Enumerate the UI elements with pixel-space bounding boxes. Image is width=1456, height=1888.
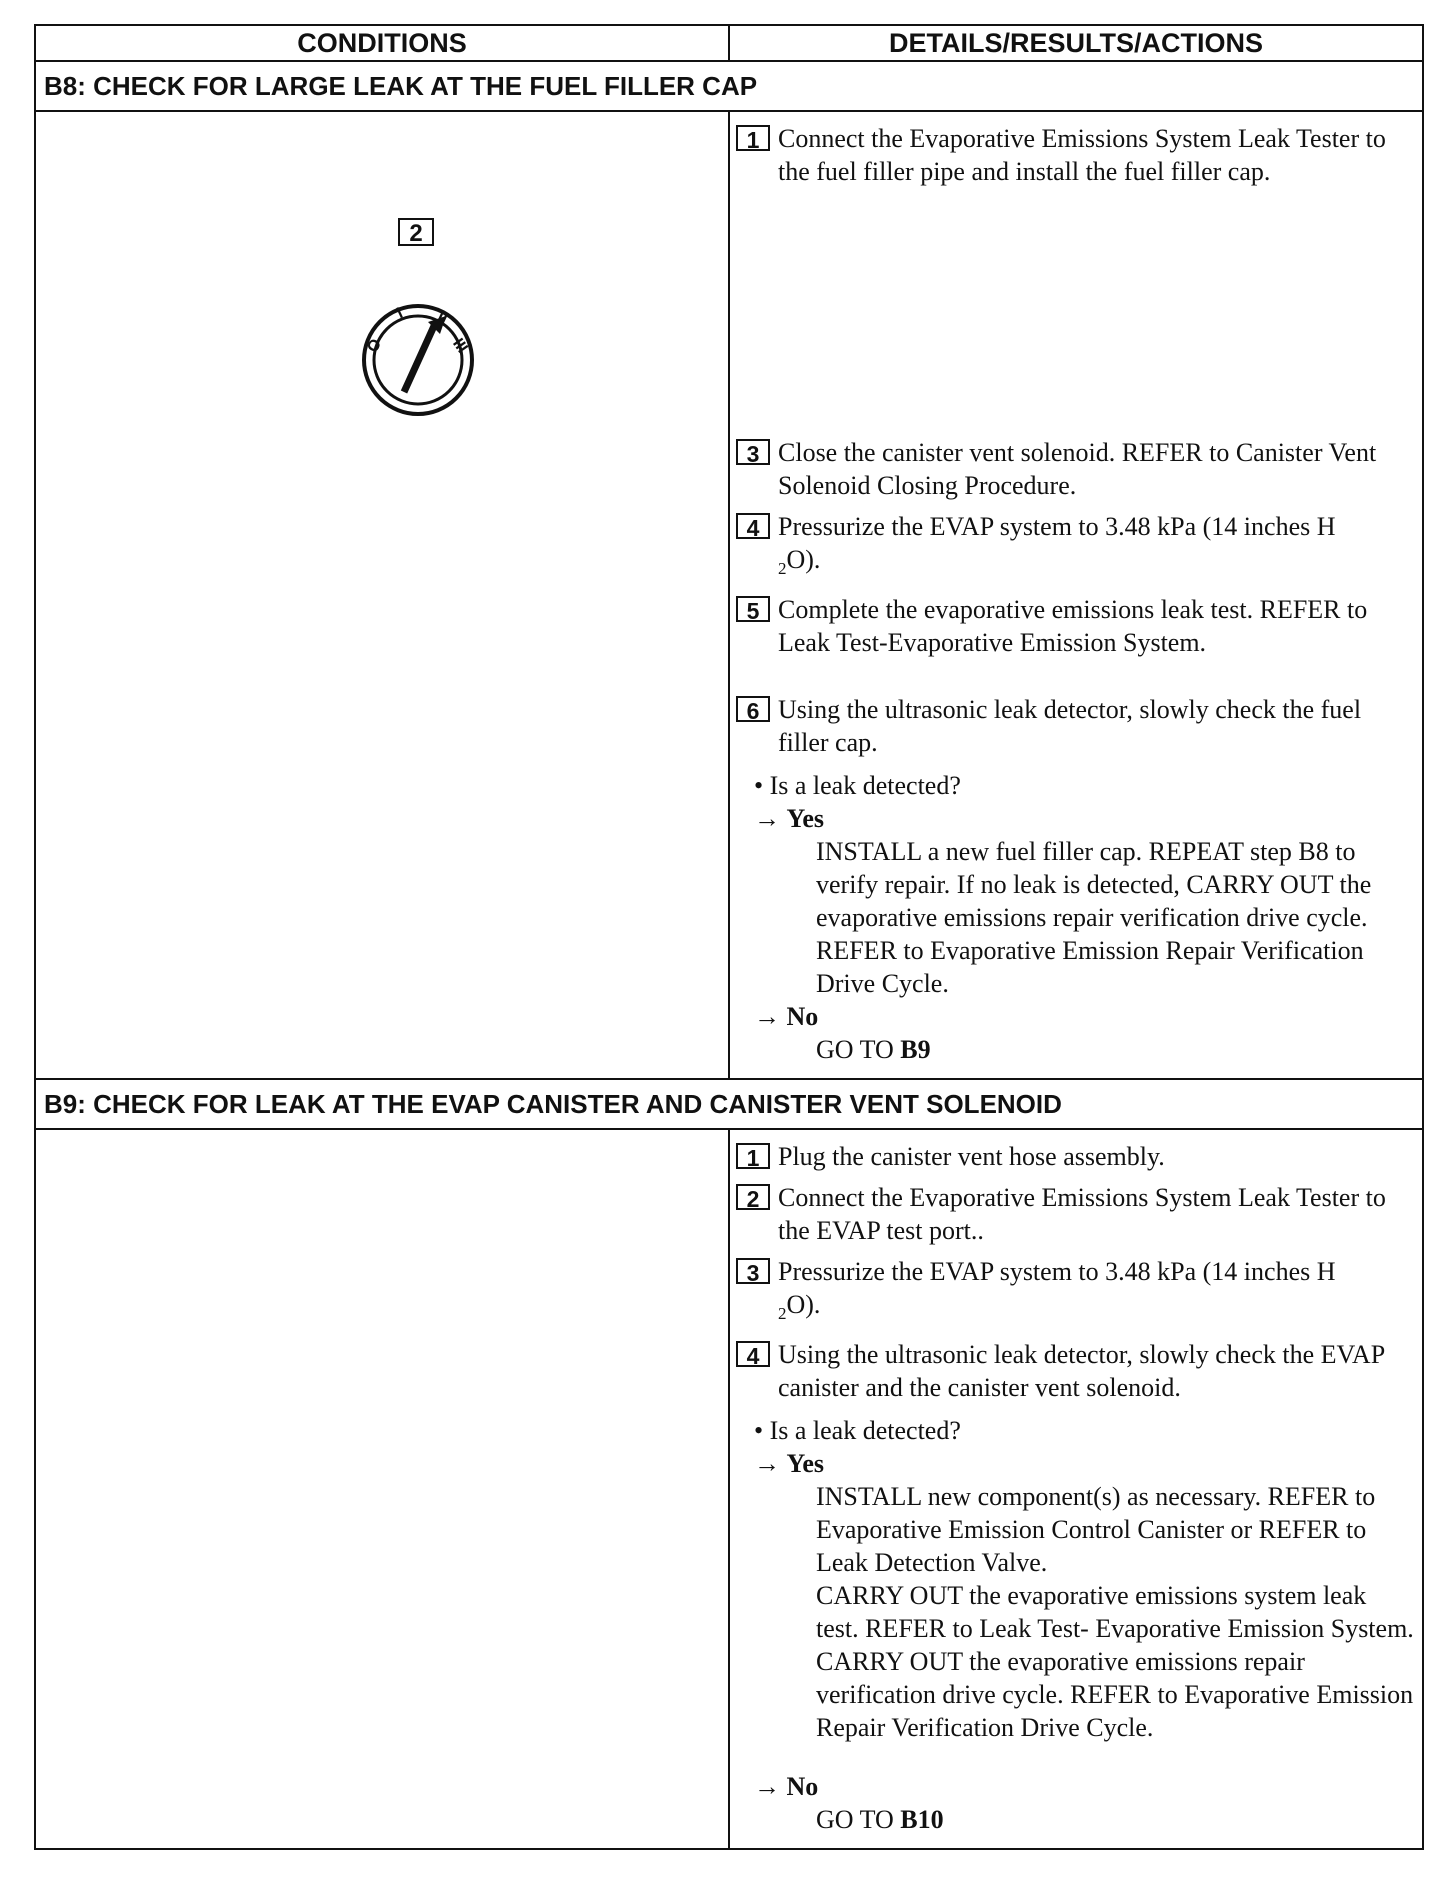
subscript: 2: [778, 1304, 787, 1323]
b8-no-line: [736, 1000, 1414, 1033]
b8-question: • Is a leak detected?: [754, 771, 961, 800]
goto-target: B9: [900, 1035, 931, 1064]
b9-details-cell: [729, 1129, 1423, 1849]
step-text: Pressurize the EVAP system to 3.48 kPa (14 inches H: [778, 1257, 1336, 1286]
step-text-tail: O).: [786, 1290, 821, 1319]
b9-step-1: [736, 1140, 1414, 1173]
step-number-box: 4: [736, 1341, 770, 1367]
b8-goto: [736, 1033, 1414, 1066]
b8-section-title: B8: CHECK FOR LARGE LEAK AT THE FUEL FILLER CAP: [35, 61, 1423, 111]
b8-conditions-cell: [35, 111, 729, 1079]
b8-step-5: [736, 593, 1414, 659]
subscript: 2: [778, 559, 787, 578]
yes-label: Yes: [786, 1449, 825, 1478]
step-number-box: 4: [736, 513, 770, 539]
step-number-box: 3: [736, 1258, 770, 1284]
ignition-pos-0: O: [364, 336, 386, 356]
arrow-icon: →: [754, 1449, 780, 1478]
yes-label: Yes: [786, 804, 825, 833]
b9-step-3: [736, 1255, 1414, 1330]
b8-yes-line: [736, 802, 1414, 835]
ignition-pos-3: III: [449, 335, 471, 357]
arrow-icon: →: [754, 1002, 780, 1031]
b9-conditions-cell: [35, 1129, 729, 1849]
b9-goto: [736, 1803, 1414, 1836]
step-text: Connect the Evaporative Emissions System Leak Tester to the fuel filler pipe and install the fuel filler cap.: [778, 124, 1386, 186]
b8-section-header-row: [35, 61, 1423, 111]
goto-target: B10: [900, 1805, 944, 1834]
step-text: Using the ultrasonic leak detector, slowly check the EVAP canister and the canister vent solenoid.: [778, 1340, 1385, 1402]
b9-no-line: [736, 1770, 1414, 1803]
ignition-pos-1: I: [394, 304, 406, 323]
arrow-icon: →: [754, 1772, 780, 1801]
goto-prefix: GO TO: [816, 1805, 901, 1834]
procedure-page: [34, 24, 1422, 1860]
procedure-table: [34, 24, 1424, 1850]
b9-yes-action-1: INSTALL new component(s) as necessary. REFER to Evaporative Emission Control Canister or REFER to Leak Detection Valve.: [816, 1482, 1376, 1577]
ignition-pos-2: II: [434, 308, 451, 328]
b9-yes-action-2: CARRY OUT the evaporative emissions system leak test. REFER to Leak Test- Evaporative Emission System. CARRY OUT the evaporative emissions repair verification drive cycle. REFER to Evaporative Emission Repair Verification Drive Cycle.: [816, 1581, 1414, 1742]
b9-step-4: [736, 1338, 1414, 1404]
b8-figure-label: 2: [398, 218, 434, 246]
b9-step-2: [736, 1181, 1414, 1247]
column-header-row: [35, 25, 1423, 61]
step-number-box: 1: [736, 1143, 770, 1169]
arrow-icon: →: [754, 804, 780, 833]
step-number-box: 1: [736, 125, 770, 151]
b9-content-row: [35, 1129, 1423, 1849]
b8-content-row: [35, 111, 1423, 1079]
step-text: Plug the canister vent hose assembly.: [778, 1142, 1165, 1171]
b8-step-1: [736, 122, 1414, 188]
step-number-box: 5: [736, 596, 770, 622]
b8-yes-action: INSTALL a new fuel filler cap. REPEAT step B8 to verify repair. If no leak is detected, CARRY OUT the evaporative emissions repair verification drive cycle. REFER to Evaporative Emission Repair Verification Drive Cycle.: [816, 837, 1372, 998]
ignition-switch-icon: [356, 288, 480, 425]
b9-yes-line: [736, 1447, 1414, 1480]
step-text-tail: O).: [786, 545, 821, 574]
no-label: No: [786, 1772, 819, 1801]
conditions-header: CONDITIONS: [35, 25, 729, 61]
goto-prefix: GO TO: [816, 1035, 901, 1064]
b8-step-6: [736, 693, 1414, 759]
b9-section-title: B9: CHECK FOR LEAK AT THE EVAP CANISTER AND CANISTER VENT SOLENOID: [35, 1079, 1423, 1129]
step-text: Connect the Evaporative Emissions System Leak Tester to the EVAP test port..: [778, 1183, 1386, 1245]
b8-step-4: [736, 510, 1414, 585]
b8-details-cell: [729, 111, 1423, 1079]
step-number-box: 6: [736, 696, 770, 722]
step-number-box: 3: [736, 439, 770, 465]
b8-step-3: [736, 436, 1414, 502]
step-text: Using the ultrasonic leak detector, slowly check the fuel filler cap.: [778, 695, 1362, 757]
no-label: No: [786, 1002, 819, 1031]
b9-section-header-row: [35, 1079, 1423, 1129]
step-text: Complete the evaporative emissions leak test. REFER to Leak Test-Evaporative Emission System.: [778, 595, 1368, 657]
step-number-box: 2: [736, 1184, 770, 1210]
step-text: Close the canister vent solenoid. REFER to Canister Vent Solenoid Closing Procedure.: [778, 438, 1377, 500]
details-header: DETAILS/RESULTS/ACTIONS: [729, 25, 1423, 61]
b9-question: • Is a leak detected?: [754, 1416, 961, 1445]
step-text: Pressurize the EVAP system to 3.48 kPa (14 inches H: [778, 512, 1336, 541]
